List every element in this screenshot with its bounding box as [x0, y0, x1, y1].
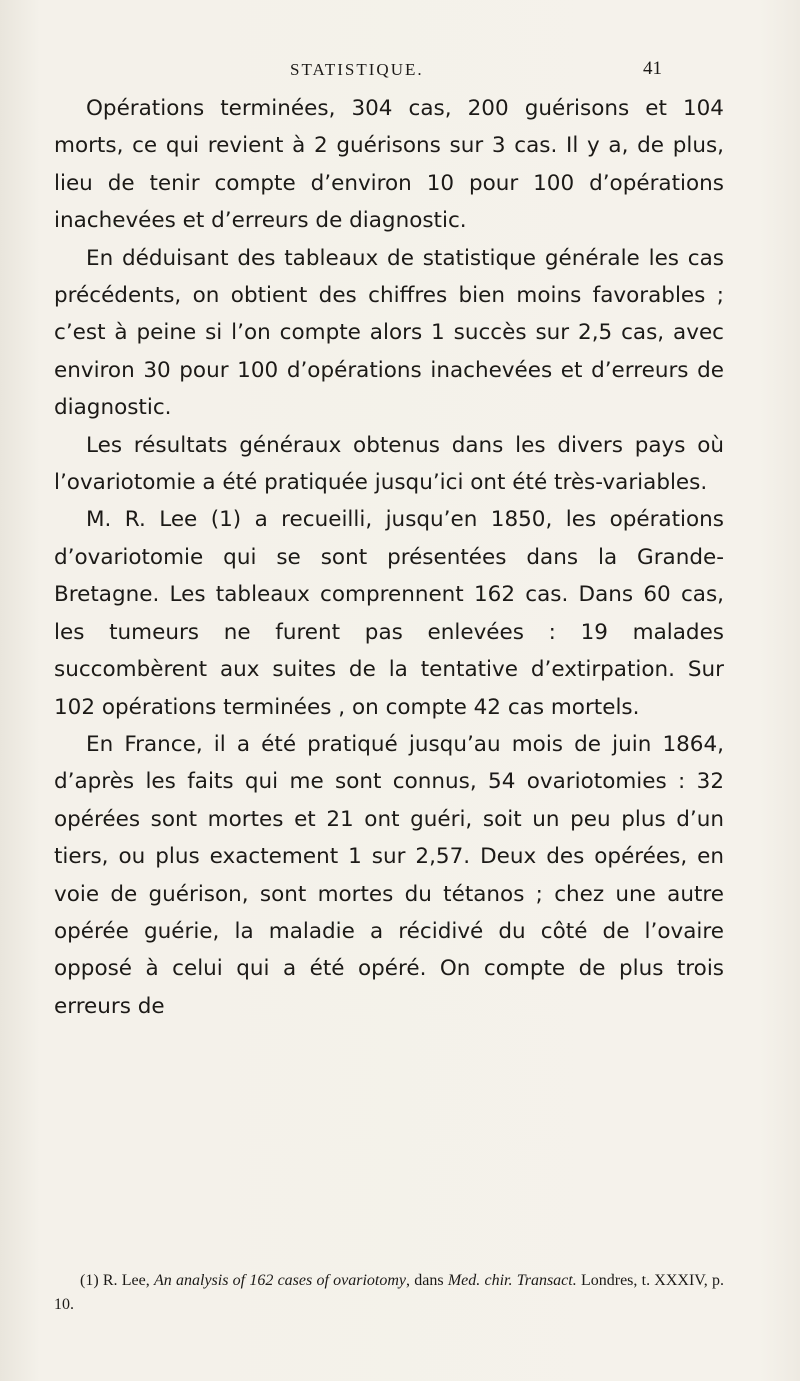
page-header	[0, 58, 800, 88]
paragraph: Opérations terminées, 304 cas, 200 guérisons et 104 morts, ce qui revient à 2 guérisons sur 3 cas. Il y a, de plus, lieu de tenir compte d’environ 10 pour 100 d’opérations inachevées et d’erreurs de diagnostic.	[54, 96, 724, 234]
footnote-middle: , dans	[406, 1272, 448, 1289]
paragraph: M. R. Lee (1) a recueilli, jusqu’en 1850, les opérations d’ovariotomie qui se sont présentées dans la Grande-Bretagne. Les tableaux comprennent 162 cas. Dans 60 cas, les tumeurs ne furent pas enlevées : 19 malades succombèrent aux suites de la tentative d’extirpation. Sur 102 opérations terminées , on compte 42 cas mortels.	[54, 507, 724, 720]
paragraph: Les résultats généraux obtenus dans les divers pays où l’ovariotomie a été pratiquée jusqu’ici ont été très-variables.	[54, 432, 724, 496]
paragraph: En France, il a été pratiqué jusqu’au mois de juin 1864, d’après les faits qui me sont connus, 54 ovariotomies : 32 opérées sont mortes et 21 ont guéri, soit un peu plus d’un tiers, ou plus exactement 1 sur 2,57. Deux des opérées, en voie de guérison, sont mortes du tétanos ; chez une autre opérée guérie, la maladie a récidivé du côté de l’ovaire opposé à celui qui a été opéré. On compte de plus trois erreurs de	[54, 731, 724, 1019]
footnote	[54, 1269, 724, 1317]
body-text	[54, 90, 724, 1025]
running-title: STATISTIQUE.	[290, 60, 424, 79]
footnote-text	[54, 1269, 724, 1317]
footnote-suffix: Londres, t. XXXIV, p. 10.	[54, 1272, 725, 1313]
footnote-prefix: (1) R. Lee,	[80, 1272, 154, 1289]
footnote-journal: Med. chir. Transact.	[447, 1272, 577, 1289]
footnote-title: An analysis of 162 cases of ovariotomy	[154, 1272, 407, 1289]
page-number: 41	[643, 58, 662, 79]
paragraph: En déduisant des tableaux de statistique générale les cas précédents, on obtient des chiffres bien moins favorables ; c’est à peine si l’on compte alors 1 succès sur 2,5 cas, avec environ 30 pour 100 d’opérations inachevées et d’erreurs de diagnostic.	[54, 245, 724, 421]
